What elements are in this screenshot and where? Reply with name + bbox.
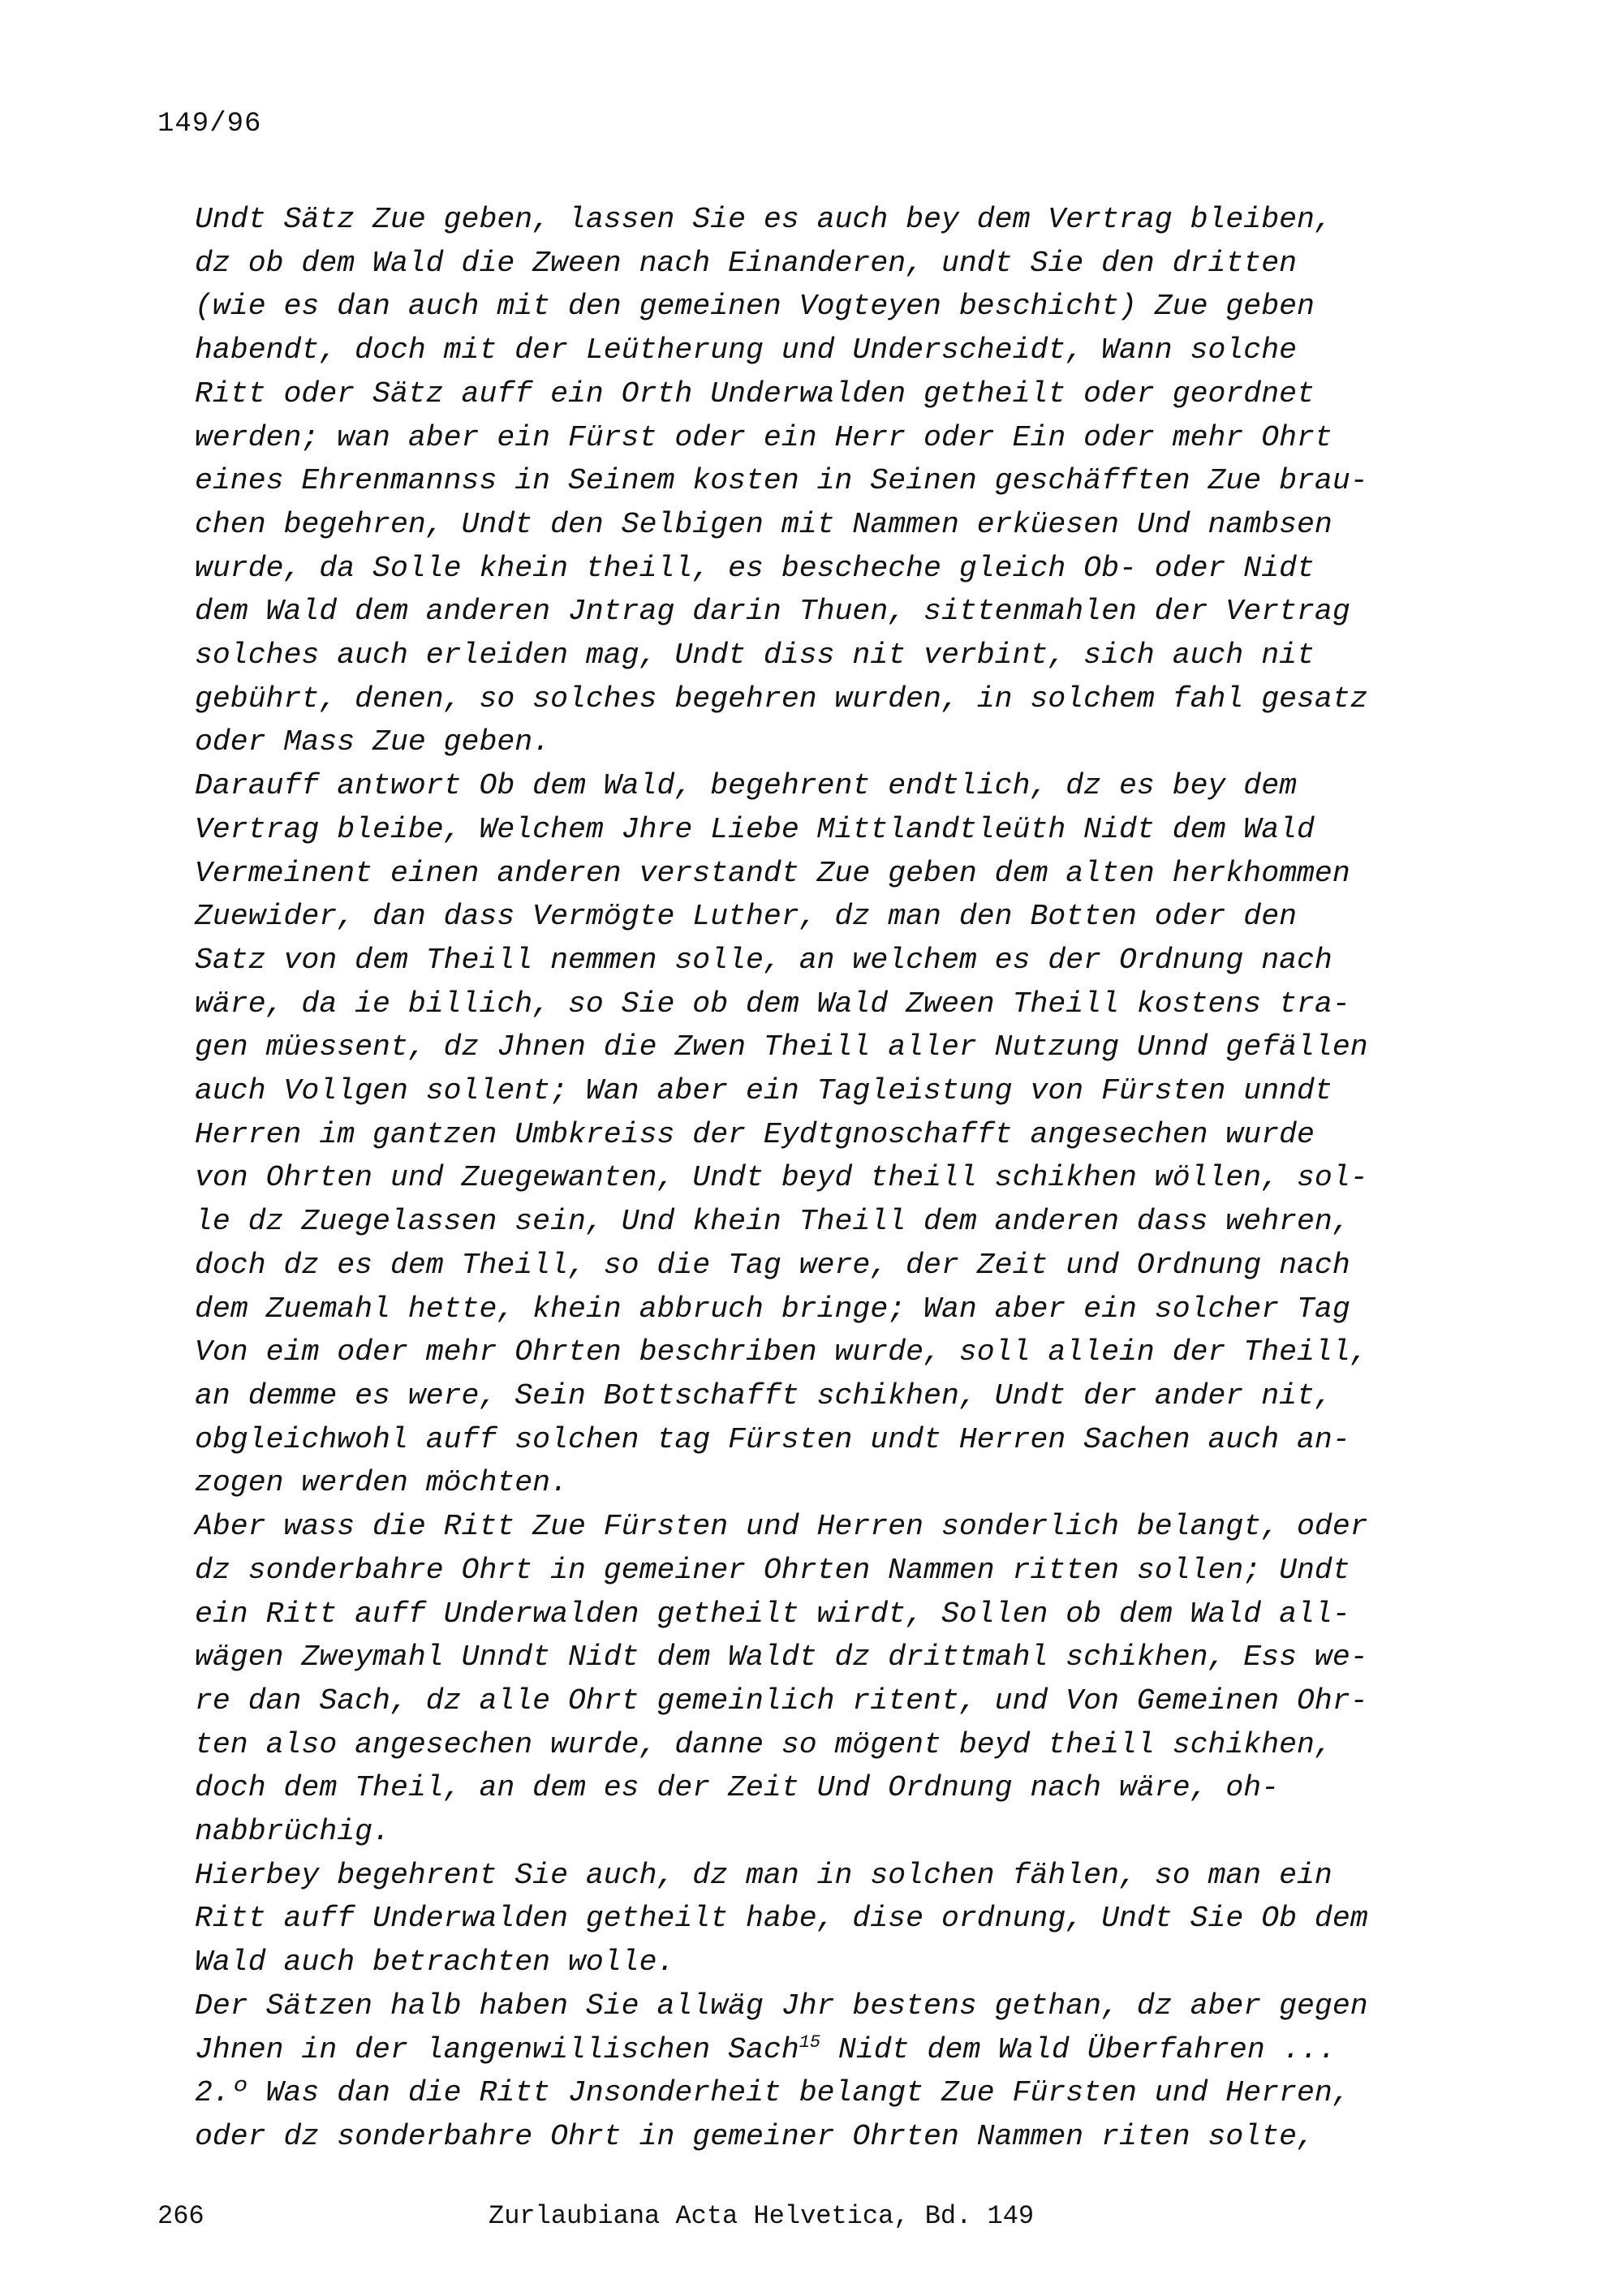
text-line [195, 1156, 1412, 1200]
text-line-content: Ritt oder Sätz auff ein Orth Underwalden getheilt oder geordnet [195, 376, 1315, 411]
text-line [195, 1766, 1412, 1810]
text-line [195, 634, 1412, 677]
text-line [195, 1374, 1412, 1418]
text-line [195, 1941, 1412, 1984]
text-line-content: Darauff antwort Ob dem Wald, begehrent endtlich, dz es bey dem [195, 769, 1298, 803]
text-line-content: dz ob dem Wald die Zween nach Einanderen, undt Sie den dritten [195, 246, 1298, 280]
text-line [195, 416, 1412, 460]
text-line [195, 852, 1412, 896]
footer-publication-title: Zurlaubiana Acta Helvetica, Bd. 149 [489, 2201, 1035, 2231]
text-line [195, 677, 1412, 721]
text-line-content: Der Sätzen halb haben Sie allwäg Jhr bestens gethan, dz aber gegen [195, 1989, 1368, 2023]
text-line [195, 459, 1412, 503]
text-line-content: wägen Zweymahl Unndt Nidt dem Waldt dz drittmahl schikhen, Ess we- [195, 1640, 1368, 1675]
text-line-content: ein Ritt auff Underwalden getheilt wirdt, Sollen ob dem Wald all- [195, 1597, 1350, 1631]
text-line [195, 2071, 1412, 2115]
text-line [195, 1636, 1412, 1679]
text-line [195, 329, 1412, 372]
text-line-content: ten also angesechen wurde, danne so mögent beyd theill schikhen, [195, 1727, 1332, 1761]
footnote-marker: 15 [799, 2032, 821, 2053]
text-line-content: solches auch erleiden mag, Undt diss nit verbint, sich auch nit [195, 638, 1315, 673]
text-line [195, 285, 1412, 329]
text-line [195, 2028, 1412, 2072]
text-line-content: Jhnen in der langenwillischen Sach [195, 2032, 799, 2066]
text-line [195, 242, 1412, 286]
text-line-content: von Ohrten und Zuegewanten, Undt beyd theill schikhen wöllen, sol- [195, 1161, 1368, 1195]
text-line-content: Herren im gantzen Umbkreiss der Eydtgnoschafft angesechen wurde [195, 1117, 1315, 1151]
text-line-content: Vermeinent einen anderen verstandt Zue geben dem alten herkhommen [195, 856, 1350, 890]
text-line-content: Hierbey begehrent Sie auch, dz man in solchen fählen, so man ein [195, 1858, 1332, 1892]
text-line [195, 590, 1412, 634]
text-line-content: Aber wass die Ritt Zue Fürsten und Herren sonderlich belangt, oder [195, 1510, 1368, 1544]
text-line-continuation: Nidt dem Wald Überfahren ... [820, 2032, 1337, 2066]
text-line [195, 1593, 1412, 1636]
text-line-content: gebührt, denen, so solches begehren wurden, in solchem fahl gesatz [195, 681, 1368, 716]
text-line [195, 1505, 1412, 1549]
text-line [195, 939, 1412, 982]
text-line [195, 1331, 1412, 1374]
text-line [195, 503, 1412, 547]
text-line-content: (wie es dan auch mit den gemeinen Vogteyen beschicht) Zue geben [195, 290, 1315, 324]
text-line [195, 1200, 1412, 1244]
text-line [195, 198, 1412, 242]
text-line-content: zogen werden möchten. [195, 1466, 568, 1500]
text-line-content: doch dem Theil, an dem es der Zeit Und Ordnung nach wäre, oh- [195, 1771, 1280, 1805]
text-line-content: oder Mass Zue geben. [195, 725, 551, 759]
text-line-content: chen begehren, Undt den Selbigen mit Nammen erküesen Und nambsen [195, 507, 1332, 541]
text-line-content: doch dz es dem Theill, so die Tag were, der Zeit und Ordnung nach [195, 1248, 1350, 1282]
text-line-content: Zuewider, dan dass Vermögte Luther, dz man den Botten oder den [195, 900, 1298, 934]
page-reference: 149/96 [157, 109, 262, 140]
text-line [195, 1723, 1412, 1767]
text-line [195, 372, 1412, 416]
text-line [195, 1810, 1412, 1854]
text-line-content: dz sonderbahre Ohrt in gemeiner Ohrten Nammen ritten sollen; Undt [195, 1553, 1350, 1587]
text-line [195, 1549, 1412, 1593]
text-line-content: eines Ehrenmannss in Seinem kosten in Seinen geschäfften Zue brau- [195, 464, 1368, 498]
text-line-content: Vertrag bleibe, Welchem Jhre Liebe Mittlandtleüth Nidt dem Wald [195, 812, 1315, 846]
text-line [195, 982, 1412, 1026]
text-line-content: gen müessent, dz Jhnen die Zwen Theill aller Nutzung Unnd gefällen [195, 1030, 1368, 1064]
text-line [195, 1069, 1412, 1113]
text-line-content: le dz Zuegelassen sein, Und khein Theill dem anderen dass wehren, [195, 1205, 1350, 1239]
text-line-content: obgleichwohl auff solchen tag Fürsten undt Herren Sachen auch an- [195, 1422, 1350, 1456]
text-line-content: Wald auch betrachten wolle. [195, 1946, 675, 1980]
text-line-content: Satz von dem Theill nemmen solle, an welchem es der Ordnung nach [195, 943, 1332, 977]
text-line-content: wurde, da Solle khein theill, es bescheche gleich Ob- oder Nidt [195, 551, 1315, 585]
text-line-content: an demme es were, Sein Bottschafft schikhen, Undt der ander nit, [195, 1378, 1332, 1412]
text-line-content: oder dz sonderbahre Ohrt in gemeiner Ohrten Nammen riten solte, [195, 2119, 1315, 2153]
text-line [195, 895, 1412, 939]
text-line-content: nabbrüchig. [195, 1815, 390, 1849]
text-line [195, 720, 1412, 764]
text-line-content: habendt, doch mit der Leütherung und Underscheidt, Wann solche [195, 333, 1298, 368]
text-line-content: re dan Sach, dz alle Ohrt gemeinlich ritent, und Von Gemeinen Ohr- [195, 1683, 1368, 1718]
text-line [195, 2115, 1412, 2159]
text-line [195, 1461, 1412, 1505]
text-line-content: dem Zuemahl hette, khein abbruch bringe; Wan aber ein solcher Tag [195, 1292, 1350, 1326]
text-line [195, 1244, 1412, 1288]
text-line [195, 1113, 1412, 1157]
text-line-content: werden; wan aber ein Fürst oder ein Herr oder Ein oder mehr Ohrt [195, 420, 1332, 454]
text-line-content: Ritt auff Underwalden getheilt habe, dise ordnung, Undt Sie Ob dem [195, 1902, 1368, 1936]
text-line [195, 1897, 1412, 1941]
document-body [195, 198, 1412, 2159]
text-line-content: Undt Sätz Zue geben, lassen Sie es auch bey dem Vertrag bleiben, [195, 203, 1332, 236]
text-line [195, 1418, 1412, 1462]
text-line-content: wäre, da ie billich, so Sie ob dem Wald Zween Theill kostens tra- [195, 987, 1350, 1021]
text-line [195, 1679, 1412, 1723]
text-line-content: auch Vollgen sollent; Wan aber ein Tagleistung von Fürsten unndt [195, 1074, 1332, 1108]
text-line [195, 547, 1412, 591]
text-line [195, 764, 1412, 808]
text-line [195, 1288, 1412, 1331]
text-line [195, 1025, 1412, 1069]
text-line [195, 1854, 1412, 1898]
text-line-content: Von eim oder mehr Ohrten beschriben wurde, soll allein der Theill, [195, 1335, 1368, 1369]
footer-page-number: 266 [157, 2201, 204, 2231]
text-line [195, 1984, 1412, 2028]
text-line-content: 2.º Was dan die Ritt Jnsonderheit belangt Zue Fürsten und Herren, [195, 2076, 1350, 2110]
text-line [195, 808, 1412, 852]
text-line-content: dem Wald dem anderen Jntrag darin Thuen, sittenmahlen der Vertrag [195, 595, 1350, 629]
